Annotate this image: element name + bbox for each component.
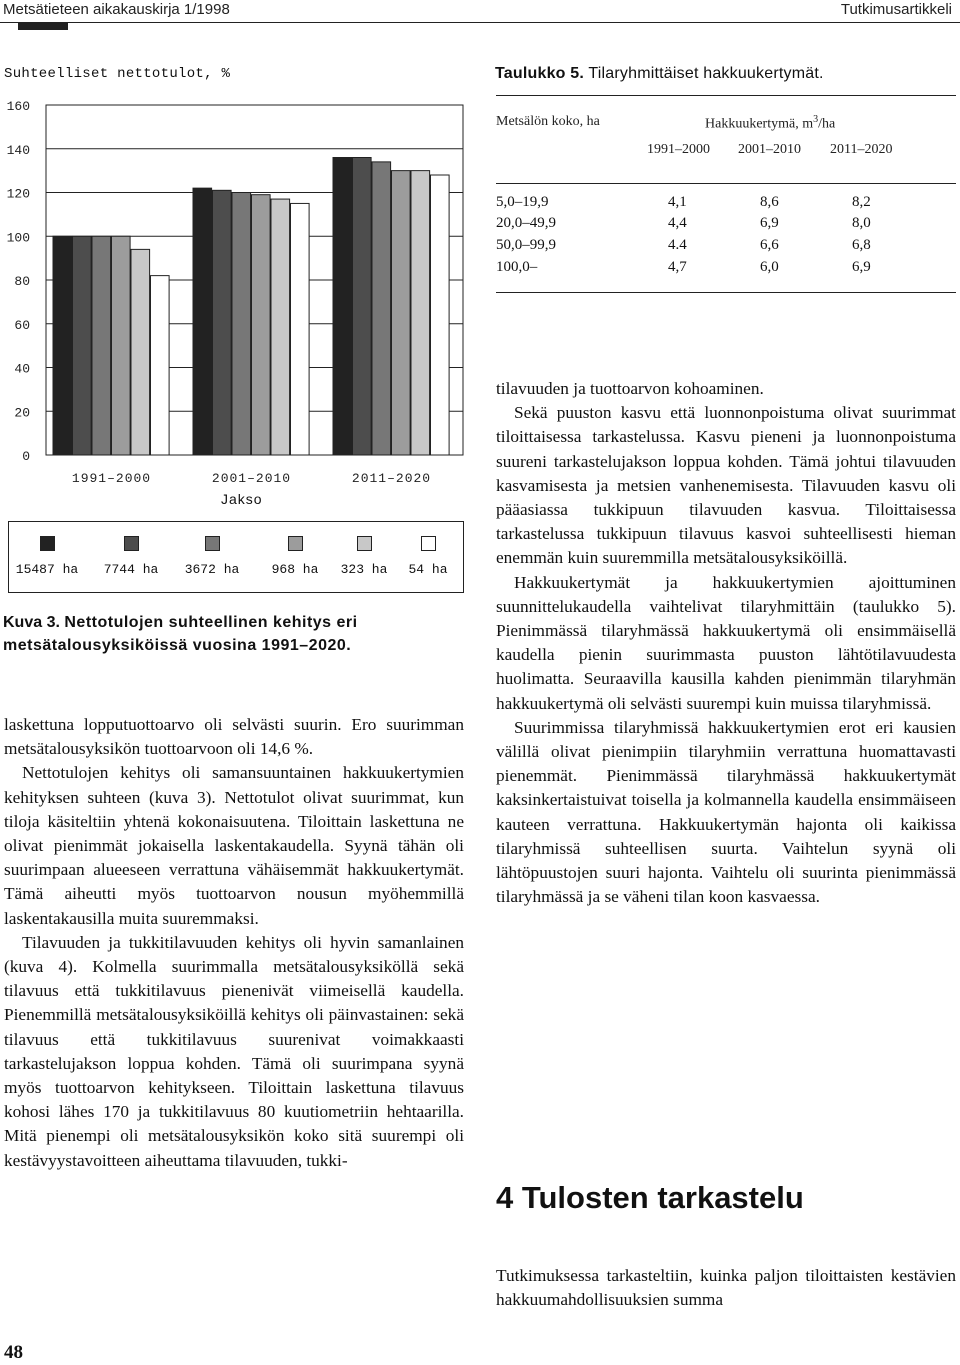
legend-item (96, 536, 166, 577)
table-header-period: 1991–2000 (647, 142, 710, 157)
y-tick-label: 100 (6, 230, 30, 246)
header-rule (0, 22, 960, 23)
bar (151, 276, 170, 455)
section-heading: 4 Tulosten tarkastelu (496, 1180, 804, 1215)
page-number: 48 (4, 1342, 23, 1363)
bar (131, 249, 150, 455)
x-tick-label: 2011–2020 (351, 471, 432, 486)
table-top-rule (496, 95, 956, 96)
chart-title: Suhteelliset nettotulot, % (4, 66, 231, 82)
paragraph: Tutkimuksessa tarkasteltiin, kuinka paljon tiloittaisten kestävien hakkuumahdollisuuksien summa (496, 1266, 956, 1310)
table-header-rule (496, 183, 956, 184)
legend-label: 54 ha (408, 562, 448, 577)
table-title-text: Tilaryhmittäiset hakkuukertymät. (588, 65, 824, 82)
journal-title: Metsätieteen aikakauskirja 1/1998 (3, 1, 230, 18)
bar (291, 203, 310, 455)
y-tick-label: 80 (14, 274, 30, 289)
table-cell-value: 4,4 (668, 215, 687, 231)
y-tick-label: 0 (22, 449, 30, 464)
x-tick-label: 1991–2000 (71, 471, 152, 486)
caption-label: Kuva 3. (3, 614, 60, 631)
bar (252, 195, 271, 455)
table-title (495, 65, 824, 83)
paragraph: Suurimmissa tilaryhmissä hakkuukertymien erot eri kausien välillä olivat pienimpiin tilaryhmiin verrattuna huomattavasti pienemmät. Pienimmässä tilaryhmässä hakkuukertymät kaksinkertaistuivat toisella ja kolmannella kaudella ensimmäiseen kauteen verrattuna. Hakkuukertymän hajonta oli kaikissa tilaryhmissä suhteellisen suurta. Vaihtelun syynä oli lähtöpuustojen suuri hajonta. Vaihtelu oli suurinta pienimmässä tilaryhmässä ja se väheni tilan koon kasvaessa. (496, 717, 956, 907)
legend-swatch (288, 536, 303, 551)
table-cell-size: 100,0– (496, 259, 538, 275)
bar (271, 199, 290, 455)
y-tick-label: 60 (14, 317, 30, 333)
bar-chart (0, 85, 470, 495)
legend-item (393, 536, 463, 577)
legend-label: 323 ha (340, 562, 388, 577)
legend-label: 7744 ha (103, 562, 159, 577)
table-cell-size: 50,0–99,9 (496, 237, 556, 253)
table-cell-value: 6,9 (760, 215, 779, 231)
table-header-group (705, 114, 835, 133)
y-tick-label: 20 (14, 405, 30, 421)
bar (213, 190, 232, 455)
paragraph: tilavuuden ja tuottoarvon kohoaminen. (496, 379, 764, 398)
y-tick-label: 140 (6, 142, 30, 158)
table-cell-value: 8,2 (852, 194, 871, 210)
legend-item (329, 536, 399, 577)
table-bottom-rule (496, 292, 956, 293)
legend-item (260, 536, 330, 577)
legend-swatch (205, 536, 220, 551)
bar (372, 162, 391, 455)
legend-swatch (40, 536, 55, 551)
caption-text: Nettotulojen suhteellinen kehitys eri metsätalousyksiköissä vuosina 1991–2020. (3, 614, 358, 654)
figure-caption (3, 611, 463, 657)
bar (73, 236, 92, 455)
header-tab-mark (18, 22, 68, 30)
table-cell-value: 6,6 (760, 237, 779, 253)
bar (392, 171, 411, 455)
text-column-right-continued (496, 1264, 956, 1312)
bar (112, 236, 131, 455)
legend-label: 3672 ha (184, 562, 240, 577)
section-label: Tutkimusartikkeli (840, 1, 952, 18)
y-tick-label: 160 (6, 99, 30, 114)
legend-label: 968 ha (271, 562, 319, 577)
legend-label: 15487 ha (15, 562, 79, 577)
bar (353, 158, 372, 456)
page-header (0, 0, 960, 26)
table-header-unit-rest: /ha (818, 116, 836, 132)
paragraph: Tilavuuden ja tukkitilavuuden kehitys oli hyvin samanlainen (kuva 4). Kolmella suurimmalla metsätalousyksiköllä sekä tilavuus että tukkitilavuus pienenivät viimeisellä kaudella. Pienemmillä metsätalousyksiköillä kehitys oli päinvastainen: sekä tilavuus että tukkitilavuus suurenivat voimakkaasti tarkastelujakson loppua kohden. Tämä oli suurimpana syynä myös tuottoarvon kehitykseen. Tiloittain laskettuna tilavuus kohosi lähes 170 ja tukkitilavuus 80 kuutiometriin hehtaarilla. Mitä pienempi oli metsätalousyksikön koko sitä suurempi oli kestävyystavoitteen aiheuttama tilavuuden, tukki- (4, 932, 464, 1170)
chart-legend (8, 521, 464, 593)
bar (333, 158, 352, 456)
bar (193, 188, 212, 455)
table-cell-value: 8,6 (760, 194, 779, 210)
paragraph: Sekä puuston kasvu että luonnonpoistuma olivat suurimmat tiloittaisessa tarkastelussa. Kasvu pieneni ja luonnonpoistuma suureni tarkastelujakson loppua kohden. Tämä johtui tilavuuden kasvamisesta ja metsien vanhenemisesta. Tilavuuden kasvu oli pääasiassa tukkipuun tilavuuden kasvua. Tiloittaisessa tarkastelussa tukkipuun tilavuus kasvoi suhteellisesti hieman enemmän kuin suuremmilla metsätalousyksiköillä. (496, 403, 956, 568)
bar (431, 175, 450, 455)
legend-item (12, 536, 82, 577)
bar (232, 193, 251, 456)
table-cell-size: 20,0–49,9 (496, 215, 556, 231)
table-cell-value: 6,8 (852, 237, 871, 253)
legend-swatch (421, 536, 436, 551)
table-cell-size: 5,0–19,9 (496, 194, 549, 210)
paragraph: Hakkuukertymät ja hakkuukertymien ajoittuminen suunnittelukaudella vaihtelivat tilaryhmittäin (taulukko 5). Pienimmässä tilaryhmässä hakkuukertymä oli ensimmäisellä kaudella pienin suurimmasta puuston lähtötilavuudesta huolimatta. Seuraavilla kausilla kahden pienimmän tilaryhmän hakkuukertymä oli selvästi suurempi kuin muissa tilaryhmissä. (496, 572, 956, 713)
paragraph: Nettotulojen kehitys oli samansuuntainen hakkuukertymien kehityksen suhteen (kuva 3). Nettotulot olivat suurimmat, kun tiloja käsiteltiin yhtenä kokonaisuutena. Tiloittain laskettuna ne olivat pienimmät jokaisella laskentakaudella. Syynä tähän oli suurimpaan alueeseen verrattuna vähäisemmät hakkuukertymät. Tämä aiheutti myös tuottoarvon nousun myöhemmillä laskentakausilla muita suuremmaksi. (4, 763, 464, 928)
legend-swatch (124, 536, 139, 551)
y-tick-label: 40 (14, 361, 30, 377)
bar (53, 236, 72, 455)
table-header-group-text: Hakkuukertymä, m (705, 116, 814, 132)
paragraph: laskettuna lopputuottoarvo oli selvästi suurin. Ero suurimman metsätalousyksikön tuottoarvoon oli 14,6 %. (4, 715, 464, 759)
table-cell-value: 4,1 (668, 194, 687, 210)
table-number: Taulukko 5. (495, 65, 585, 82)
legend-item (177, 536, 247, 577)
chart-x-axis-label: Jakso (221, 491, 263, 507)
table-cell-value: 8,0 (852, 215, 871, 231)
table-cell-value: 6,0 (760, 259, 779, 275)
text-column-right (496, 377, 956, 909)
text-column-left (4, 713, 464, 1173)
table-header-period: 2001–2010 (738, 142, 801, 157)
bar (92, 236, 111, 455)
legend-swatch (357, 536, 372, 551)
table-cell-value: 6,9 (852, 259, 871, 275)
table-cell-value: 4.4 (668, 237, 687, 253)
table-header-period: 2011–2020 (830, 142, 893, 157)
bar (411, 171, 430, 455)
y-tick-label: 120 (6, 186, 30, 202)
table-header-size: Metsälön koko, ha (496, 114, 600, 129)
table-header-unit-sup: 3 (813, 114, 819, 125)
x-tick-label: 2001–2010 (211, 471, 292, 486)
table-cell-value: 4,7 (668, 259, 687, 275)
